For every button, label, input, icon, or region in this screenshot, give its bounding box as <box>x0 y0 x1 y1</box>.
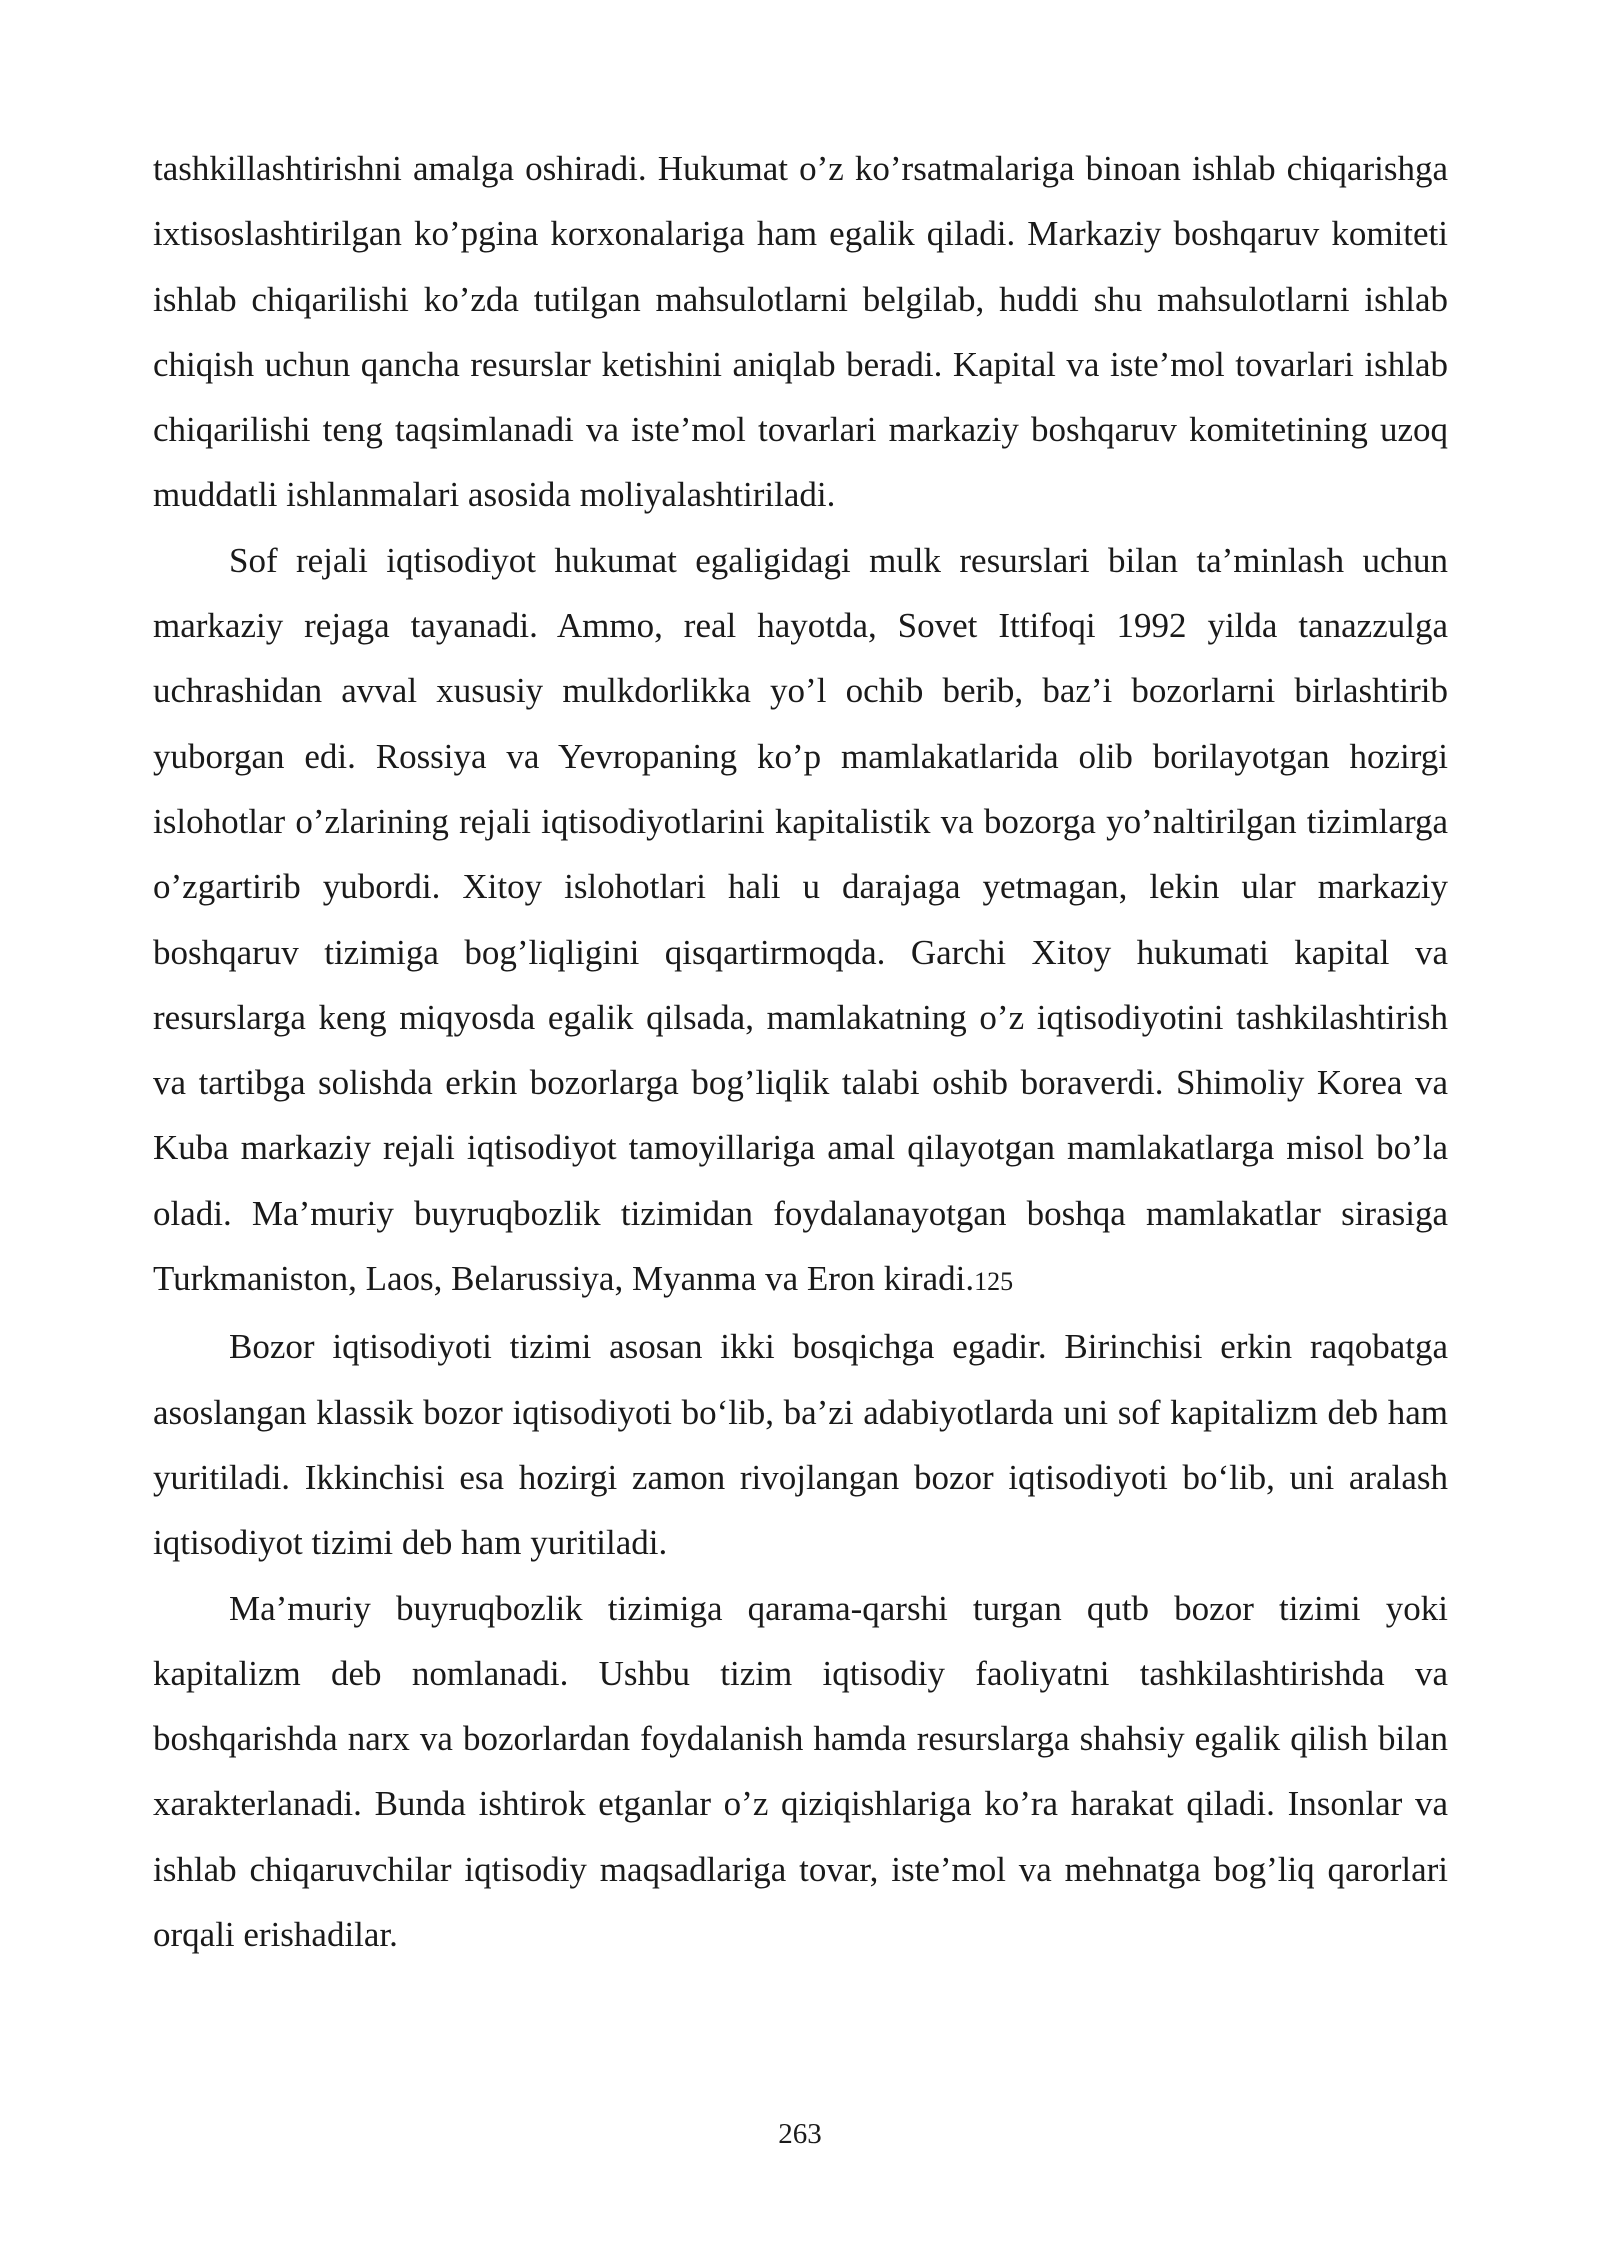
paragraph-continuation: tashkillashtirishni amalga oshiradi. Hukumat o’z ko’rsatmalariga binoan ishlab chiqarishga ixtisoslashtirilgan ko’pgina korxonalariga ham egalik qiladi. Markaziy boshqaruv komiteti ishlab chiqarilishi ko’zda tutilgan mahsulotlarni belgilab, huddi shu mahsulotlarni ishlab chiqish uchun qancha resurslar ketishini aniqlab beradi. Kapital va iste’mol tovarlari ishlab chiqarilishi teng taqsimlanadi va iste’mol tovarlari markaziy boshqaruv komitetining uzoq muddatli ishlanmalari asosida moliyalashtiriladi. <box>153 149 1448 515</box>
paragraph-capitalism: Ma’muriy buyruqbozlik tizimiga qarama-qarshi turgan qutb bozor tizimi yoki kapitalizm deb nomlanadi. Ushbu tizim iqtisodiy faoliyatni tashkilashtirishda va boshqarishda narx va bozorlardan foydalanish hamda resurslarga shahsiy egalik qilish bilan xarakterlanadi. Bunda ishtirok etganlar o’z qiziqishlariga ko’ra harakat qiladi. Insonlar va ishlab chiqaruvchilar iqtisodiy maqsadlariga tovar, iste’mol va mehnatga bog’liq qarorlari orqali erishadilar. <box>153 1588 1448 1955</box>
paragraph-market-economy: Bozor iqtisodiyoti tizimi asosan ikki bosqichga egadir. Birinchisi erkin raqobatga asoslangan klassik bozor iqtisodiyoti bo‘lib, ba’zi adabiyotlarda uni sof kapitalizm deb ham yuritiladi. Ikkinchisi esa hozirgi zamon rivojlangan bozor iqtisodiyoti bo‘lib, uni aralash iqtisodiyot tizimi deb ham yuritiladi. <box>153 1327 1448 1563</box>
footnote-reference: 125 <box>974 1267 1014 1297</box>
paragraph-text: Sof rejali iqtisodiyot hukumat egaligidagi mulk resurslari bilan ta’minlash uchun markaziy rejaga tayanadi. Ammo, real hayotda, Sovet Ittifoqi 1992 yilda tanazzulga uchrashidan avval xususiy mulkdorlikka yo’l ochib berib, baz’i bozorlarni birlashtirib yuborgan edi. Rossiya va Yevropaning ko’p mamlakatlarida olib borilayotgan hozirgi islohotlar o’zlarining rejali iqtisodiyotlarini kapitalistik va bozorga yo’naltirilgan tizimlarga o’zgartirib yubordi. Xitoy islohotlari hali u darajaga yetmagan, lekin ular markaziy boshqaruv tizimiga bog’liqligini qisqartirmoqda. Garchi Xitoy hukumati kapital va resurslarga keng miqyosda egalik qilsada, mamlakatning o’z iqtisodiyotini tashkilashtirish va tartibga solishda erkin bozorlarga bog’liqlik talabi oshib boraverdi. Shimoliy Korea va Kuba markaziy rejali iqtisodiyot tamoyillariga amal qilayotgan mamlakatlarga misol bo’la oladi. Ma’muriy buyruqbozlik tizimidan foydalanayotgan boshqa mamlakatlar sirasiga Turkmaniston, Laos, Belarussiya, Myanma va Eron kiradi. <box>153 540 1448 1299</box>
page-number: 263 <box>778 2118 822 2150</box>
paragraph-planned-economy <box>153 528 1448 1315</box>
body-text <box>153 136 1448 1967</box>
